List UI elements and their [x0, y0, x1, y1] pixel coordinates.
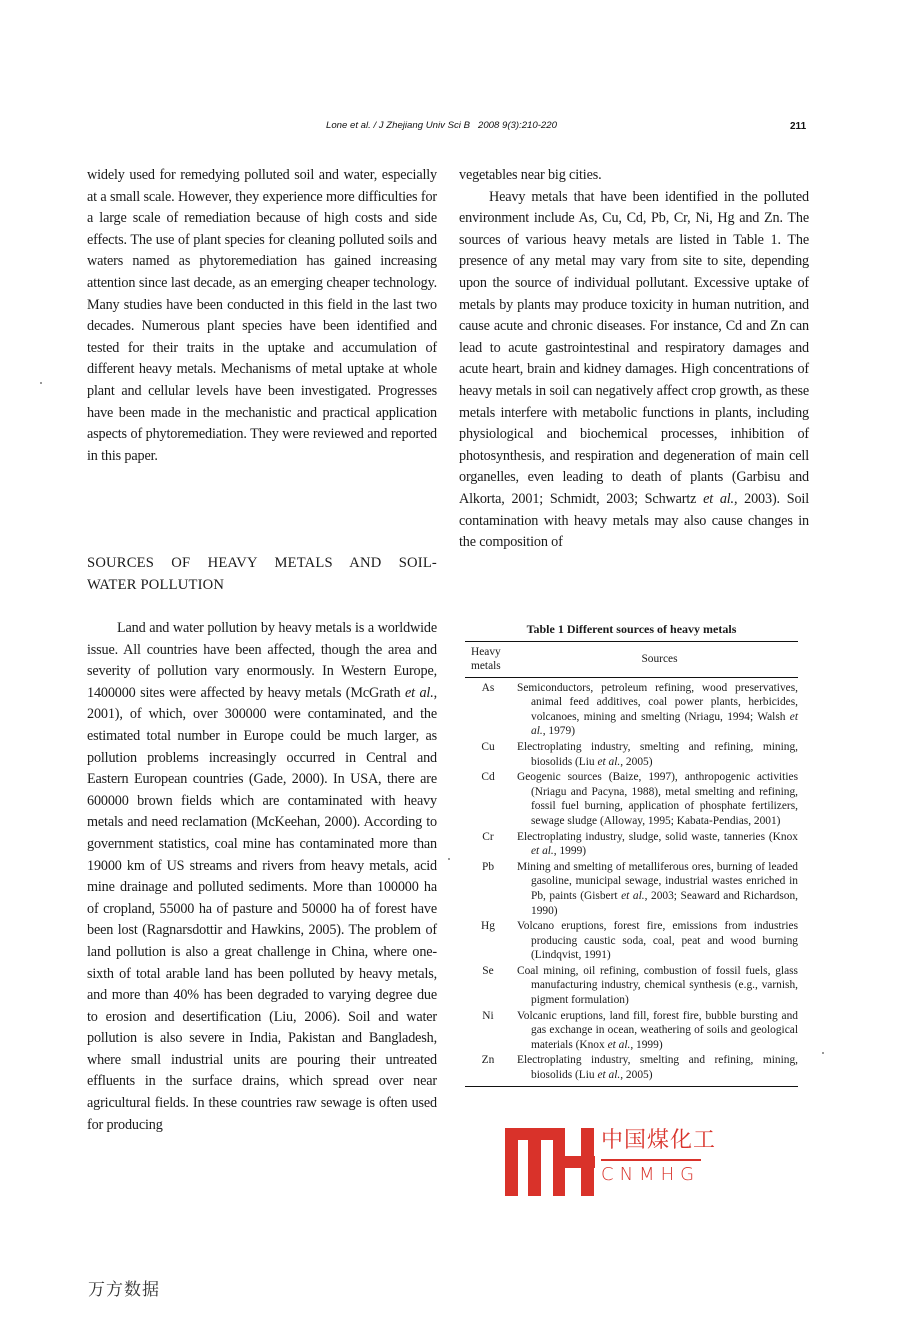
- table-cell-metal: Cr: [482, 830, 494, 843]
- section-heading-line1: SOURCES OF HEAVY METALS AND SOIL-: [87, 555, 437, 571]
- sources-text: Electroplating industry, sludge, solid waste, tanneries (Knox: [517, 830, 798, 843]
- et-al: et al.: [531, 845, 554, 858]
- table-row: [465, 1053, 798, 1082]
- sources-text-tail: , 1999): [553, 845, 587, 858]
- sources-text-tail: , 2003; Seaward and Richardson, 1990): [531, 889, 799, 917]
- running-head: Lone et al. / J Zhejiang Univ Sci B 2008 9(3):210-220: [326, 120, 557, 131]
- section-heading: [87, 553, 437, 596]
- et-al: et al.: [405, 684, 434, 701]
- sources-text: Electroplating industry, smelting and refining, mining, biosolids (Liu: [517, 740, 798, 768]
- table-caption: Table 1 Different sources of heavy metals: [526, 622, 737, 636]
- et-al: et al.: [607, 1038, 631, 1051]
- sources-text-tail: , 2005): [620, 755, 653, 768]
- table-cell-metal: Zn: [481, 1054, 495, 1067]
- table-cell-metal: Ni: [482, 1009, 494, 1022]
- table-row: [465, 830, 798, 859]
- table-row: [465, 919, 798, 963]
- scan-speck: [822, 1052, 824, 1054]
- section-heading-line2: WATER POLLUTION: [87, 576, 225, 593]
- table-header-heavy-metals: Heavy metals: [471, 646, 501, 673]
- watermark-divider: [601, 1159, 701, 1161]
- table-row: [465, 860, 798, 918]
- et-al: et al.: [621, 889, 645, 902]
- table-header-sources: Sources: [641, 652, 678, 665]
- intro-paragraph-continued: widely used for remedying polluted soil and water, especially at a small scale. However, they experience more difficulties for a large scale of remediation because of high costs and side effects. The use of plant species for cleaning polluted soils and waters named as phytoremediation has gained increasing attention since last decade, as an emerging cheaper technology. Many studies have been conducted in this field in the last two decades. Numerous plant species have been identified and tested for their traits in the uptake and accumulation of different heavy metals. Mechanisms of metal uptake at whole plant and cellular levels have been investigated. Progresses have been made in the mechanistic and practical application aspects of phytoremediation. They were reviewed and reported in this paper.: [87, 167, 437, 464]
- table-cell-sources: [517, 964, 798, 1008]
- sources-text-tail: , 2005): [620, 1069, 653, 1082]
- sources-text: Mining and smelting of metalliferous ores, burning of leaded gasoline, municipal sewage, industrial wastes enriched in Pb, paints (Gisbert: [517, 860, 798, 902]
- table-header-row: [465, 642, 798, 677]
- table-cell-metal: Cd: [481, 771, 495, 784]
- table-row: [465, 770, 798, 828]
- pollution-paragraph-text-1: Land and water pollution by heavy metals is a worldwide issue. All countries have been affected, though the area and severity of pollution vary enormously. In Western Europe, 1400000 sites were affected by heavy metals (McGrath: [87, 620, 437, 701]
- sources-text-tail: , 1999): [630, 1038, 663, 1051]
- et-al: et al.: [597, 755, 621, 768]
- watermark: [500, 1126, 800, 1198]
- scan-speck: [40, 382, 42, 384]
- table-cell-sources: [517, 1009, 798, 1053]
- table-cell-sources: [517, 1053, 798, 1082]
- heavy-metals-text-1: Heavy metals that have been identified in the polluted environment include As, Cu, Cd, Pb, Cr, Ni, Hg and Zn. The sources of various heavy metals are listed in Table 1. The presence of any metal may vary from site to site, depending upon the source of individual pollutant. Excessive uptake of metals by plants may produce toxicity in human nutrition, and cause acute and chronic diseases. For instance, Cd and Zn can lead to acute gastrointestinal and respiratory damages and acute heart, brain and kidney damages. High concentrations of heavy metals in soil can negatively affect crop growth, as these metals interfere with metabolic functions in plants, including physiological and biochemical processes, inhibition of photosynthesis, and respiration and degeneration of main cell organelles, even leading to death of plants (Garbisu and Alkorta, 2001; Schmidt, 2003; Schwartz: [459, 188, 809, 507]
- et-al: et al.: [597, 1069, 621, 1082]
- watermark-logo-icon: [505, 1128, 595, 1196]
- table-row: [465, 740, 798, 769]
- sources-text: Electroplating industry, smelting and refining, mining, biosolids (Liu: [517, 1054, 798, 1082]
- footer-source-label: 万方数据: [88, 1280, 160, 1300]
- heavy-metals-text-2: , 2003). Soil contamination with heavy metals may also cause changes in the composition of: [459, 490, 809, 551]
- sources-text: Semiconductors, petroleum refining, wood preservatives, animal feed additives, coal power plants, herbicides, volcanoes, mining and smelting (Nriagu, 1994; Walsh: [517, 681, 798, 723]
- sources-text-tail: , 1979): [542, 725, 575, 738]
- right-column: [459, 165, 809, 554]
- table-cell-sources: [517, 860, 798, 918]
- vegetables-line: vegetables near big cities.: [459, 167, 602, 183]
- et-al: et al.: [531, 710, 798, 738]
- table-row: [465, 1009, 798, 1053]
- pollution-paragraph-text-2: , 2001), of which, over 300000 were contaminated, and the estimated total number in Europe could be much larger, as pollution problems increasingly occurred in Central and Eastern European countries (Gade, 2000). In USA, there are 600000 brown fields which are contaminated with heavy metals and need reclamation (McKeehan, 2000). According to government statistics, coal mine has contaminated more than 19000 km of US streams and rivers from heavy metals, acid mine drainage and polluted sediments. More than 100000 ha of cropland, 55000 ha of pasture and 50000 ha of forest have been lost (Ragnarsdottir and Hawkins, 2005). The problem of land pollution is also a great challenge in China, where one-sixth of total arable land has been polluted by heavy metals, and more than 40% has been degraded to varying degree due to erosion and desertification (Liu, 2006). Soil and water pollution is also severe in India, Pakistan and Bangladesh, where small industrial units are pouring their untreated effluents in the surface drains, which spread over near agricultural fields. In these countries raw sewage is often used for producing: [87, 684, 437, 1133]
- sources-text: Volcanic eruptions, land fill, forest fire, bubble bursting and gas exchange in ocean, weathering of soils and geological materials (Knox: [517, 1009, 798, 1051]
- scan-speck: [448, 858, 450, 860]
- table-cell-metal: Se: [482, 964, 494, 977]
- heavy-metals-paragraph: [459, 187, 809, 554]
- sources-text: Coal mining, oil refining, combustion of fossil fuels, glass manufacturing industry, chemical synthesis (e.g., varnish, pigment formulation): [517, 964, 798, 1007]
- table-body: [465, 678, 798, 1086]
- table-bottom-rule: [465, 1086, 798, 1087]
- table-cell-sources: [517, 770, 798, 828]
- sources-text: Volcano eruptions, forest fire, emissions from industries producing caustic soda, coal, peat and wood burning (Lindqvist, 1991): [517, 920, 798, 962]
- table-cell-metal: Pb: [481, 860, 495, 873]
- pollution-paragraph: [87, 618, 437, 1136]
- table-cell-sources: [517, 830, 798, 859]
- table-row: [465, 964, 798, 1008]
- table-row: [465, 681, 798, 739]
- table-cell-sources: [517, 740, 798, 769]
- left-column: [87, 165, 437, 467]
- table-heavy-metal-sources: [465, 622, 798, 1087]
- table-cell-metal: As: [481, 681, 495, 694]
- table-cell-metal: Hg: [481, 920, 495, 933]
- page-number: 211: [790, 121, 807, 132]
- watermark-chinese-text: 中国煤化工: [601, 1128, 717, 1153]
- et-al: et al.: [703, 490, 734, 507]
- table-cell-metal: Cu: [481, 740, 495, 753]
- table-cell-sources: [517, 919, 798, 963]
- sources-text: Geogenic sources (Baize, 1997), anthropogenic activities (Nriagu and Pacyna, 1988), metal smelting and refining, fossil fuel burning, application of phosphate fertilizers, sewage sludge (Alloway, 1995; Kabata-Pendias, 2001): [517, 771, 798, 827]
- watermark-english-text: CNMHG: [601, 1164, 701, 1185]
- table-cell-sources: [517, 681, 798, 739]
